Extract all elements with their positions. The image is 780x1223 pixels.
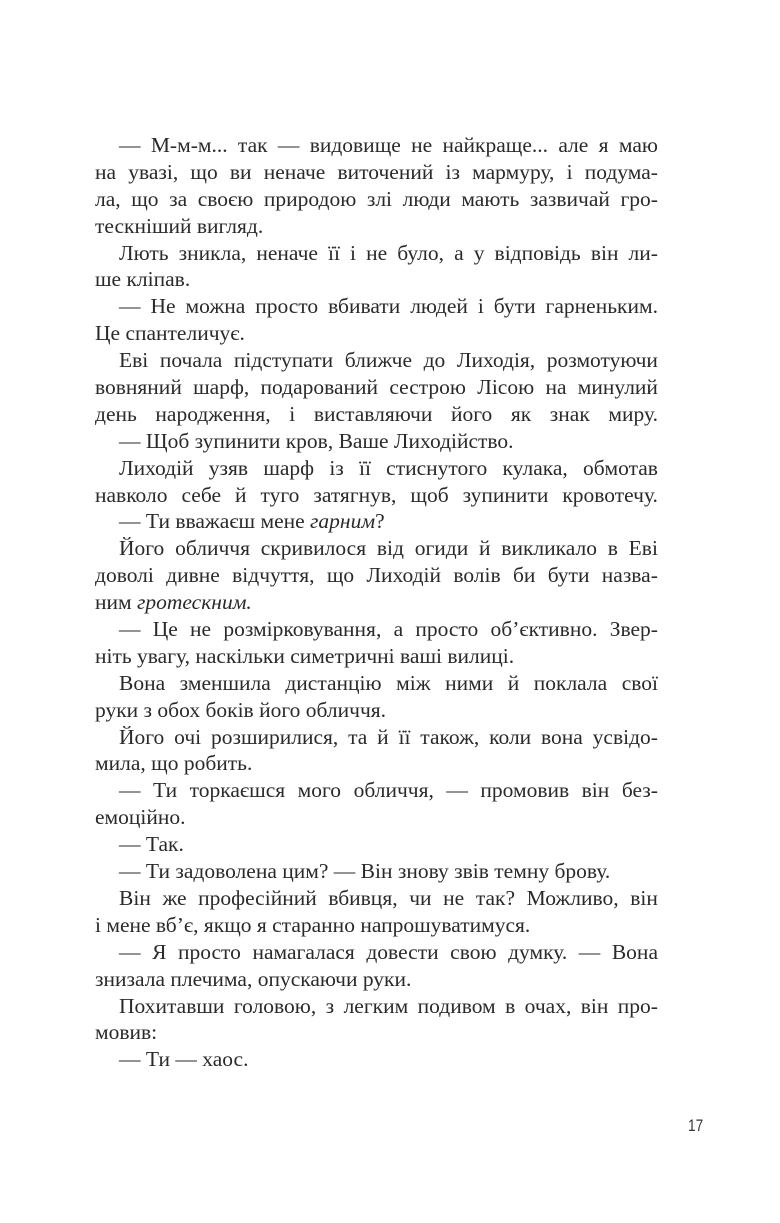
word: скривилося (260, 536, 367, 561)
word: не (443, 885, 465, 910)
word: Можливо, (526, 885, 619, 910)
word: просто (415, 617, 479, 642)
word: не (366, 240, 388, 265)
text-line (95, 562, 658, 589)
word: очі (174, 724, 202, 749)
word: розширилися, (210, 724, 339, 749)
word: я (598, 133, 609, 157)
word: Не (150, 294, 176, 319)
word: своєю (197, 186, 254, 211)
word: вовняний (95, 375, 182, 400)
text-line (95, 535, 658, 562)
word: й (234, 482, 247, 507)
word: із (445, 159, 460, 184)
word: свої (621, 670, 658, 695)
word: торкаєшся (189, 778, 286, 803)
italic-text: гарним (310, 509, 376, 534)
word: ближче (344, 348, 413, 373)
word: на (545, 375, 567, 400)
word: в (505, 993, 516, 1018)
word: поклала (533, 670, 608, 695)
word: Вона (611, 939, 658, 964)
word: без- (621, 778, 658, 803)
line-text: — Щоб зупинити кров, Ваше Лиходійство. (119, 428, 514, 453)
word: відповідь (494, 240, 581, 265)
line-text: Це спантеличує. (95, 321, 245, 346)
word: знак (549, 401, 590, 426)
word: як (510, 401, 532, 426)
text-line (95, 186, 658, 213)
text-line (95, 616, 658, 643)
word: думку. (508, 939, 568, 964)
word: легким (343, 993, 409, 1018)
text-line (95, 993, 658, 1020)
word: назва- (601, 563, 658, 588)
word: — (119, 778, 141, 803)
word: обличчя, (353, 778, 434, 803)
word: просто (177, 939, 241, 964)
text-line (95, 240, 658, 267)
word: та (348, 724, 368, 749)
word: же (162, 885, 187, 910)
word: — (119, 617, 141, 642)
line-text: емоційно. (95, 805, 186, 830)
word: Лиходій (366, 563, 442, 588)
word: зменшила (179, 670, 271, 695)
word: зникла, (178, 240, 247, 265)
word: народження, (155, 401, 271, 426)
text-line (95, 589, 658, 616)
word: чи (409, 885, 432, 910)
word: Лють (119, 240, 169, 265)
word: й (507, 670, 520, 695)
text-line (95, 320, 658, 347)
word: а (454, 240, 464, 265)
word: зупинити (462, 482, 549, 507)
word: увазі, (128, 159, 179, 184)
word: гро- (620, 186, 658, 211)
word: й (377, 724, 389, 749)
word: розмірковування, (223, 617, 382, 642)
text-line (95, 777, 658, 804)
line-text: ним (95, 590, 137, 615)
word: — (119, 939, 141, 964)
word: так (237, 133, 268, 157)
word: зазвичай (529, 186, 610, 211)
text-line (95, 697, 658, 724)
word: неначе (263, 159, 326, 184)
word: би (512, 563, 536, 588)
word: було, (397, 240, 445, 265)
word: намагалася (252, 939, 355, 964)
text-line (95, 858, 658, 885)
word: обличчя (175, 536, 250, 561)
word: але (558, 133, 589, 157)
word: в (607, 536, 618, 561)
word: відчуття, (232, 563, 315, 588)
word: її (359, 455, 371, 480)
word: шарф, (193, 375, 250, 400)
word: до (423, 348, 446, 373)
word: подивом (417, 993, 496, 1018)
text-line (95, 939, 658, 966)
word: свою (450, 939, 497, 964)
text-line (95, 132, 658, 159)
line-text: мовив: (95, 1020, 158, 1045)
word: Похитавши (119, 993, 225, 1018)
word: бути (547, 563, 590, 588)
word: про- (617, 993, 658, 1018)
word: що (190, 159, 218, 184)
word: Ти (153, 778, 178, 803)
word: ви (229, 159, 252, 184)
text-line (95, 266, 658, 293)
word: огиди (414, 536, 469, 561)
word: маю (618, 133, 658, 157)
word: об’єктивно. (490, 617, 598, 642)
word: гарненьким. (545, 294, 658, 319)
line-text: ніть увагу, наскільки симетричні ваші вилиці. (95, 643, 515, 668)
text-line (95, 966, 658, 993)
word: не (190, 617, 212, 642)
word: довести (366, 939, 439, 964)
word: від (376, 536, 404, 561)
text-line (95, 1019, 658, 1046)
line-text: мила, що робить. (95, 751, 253, 776)
word: і (477, 294, 484, 319)
word: на (95, 159, 117, 184)
line-text: і мене вб’є, якщо я старанно напрошуватимуся. (95, 912, 531, 937)
word: минулий (577, 375, 658, 400)
word: Еві (628, 536, 658, 561)
word: він (630, 885, 658, 910)
word: не (411, 133, 433, 157)
text-line (95, 347, 658, 374)
line-text: знизала плечима, опускаючи руки. (95, 966, 412, 991)
word: — (119, 294, 141, 319)
text-line (95, 159, 658, 186)
word: мармуру, (472, 159, 555, 184)
word: люди (402, 186, 451, 211)
word: і (566, 159, 573, 184)
word: — (277, 133, 300, 157)
line-text: руки з обох боків його обличчя. (95, 697, 387, 722)
word: Лісою (477, 375, 535, 400)
word: виставляючи (313, 401, 433, 426)
text-line (95, 508, 658, 535)
word: а (393, 617, 404, 642)
word: бути (493, 294, 536, 319)
word: промовив (480, 778, 570, 803)
word: природою (263, 186, 357, 211)
text-line (95, 804, 658, 831)
line-text: — Ти задоволена цим? — Він знову звів темну брову. (119, 859, 611, 884)
word: мають (461, 186, 520, 211)
word: затягнув, (313, 482, 397, 507)
word: людей (410, 294, 468, 319)
word: Лиходій (119, 455, 194, 480)
word: М-м-м... (150, 133, 228, 157)
word: ли- (628, 240, 658, 265)
word: подарований (260, 375, 379, 400)
word: підступати (233, 348, 334, 373)
word: Його (119, 536, 165, 561)
word: волів (453, 563, 501, 588)
word: він (590, 240, 619, 265)
word: Еві (119, 348, 149, 373)
word: головою, (233, 993, 317, 1018)
text-line (95, 428, 658, 455)
word: й (479, 536, 491, 561)
word: сестрою (389, 375, 466, 400)
word: усвідо- (592, 724, 658, 749)
text-line (95, 401, 658, 428)
text-line (95, 724, 658, 751)
text-line (95, 912, 658, 939)
italic-text: гротескним. (137, 590, 252, 615)
line-text: тескніший вигляд. (95, 213, 264, 238)
word: дивне (166, 563, 220, 588)
word: Він (119, 885, 151, 910)
text-line (95, 885, 658, 912)
text-line (95, 831, 658, 858)
word: подума- (584, 159, 658, 184)
word: розмотуючи (546, 348, 658, 373)
line-text: — Так. (119, 832, 184, 857)
word: шарф (263, 455, 315, 480)
word: кулака, (502, 455, 568, 480)
word: із (329, 455, 344, 480)
word: що (131, 186, 159, 211)
word: викликало (501, 536, 597, 561)
text-line (95, 374, 658, 401)
word: Вона (119, 670, 166, 695)
word: з (325, 993, 335, 1018)
word: виточений (337, 159, 434, 184)
line-text: — Ти — хаос. (119, 1047, 249, 1072)
word: Це (152, 617, 178, 642)
word: вбивати (328, 294, 401, 319)
word: туго (260, 482, 300, 507)
line-text-after: ? (375, 509, 385, 534)
word: що (326, 563, 355, 588)
book-page-text (95, 132, 658, 1073)
word: також, (420, 724, 480, 749)
word: він (581, 778, 610, 803)
word: просто (255, 294, 319, 319)
word: день (95, 401, 137, 426)
word: він (580, 993, 609, 1018)
text-line (95, 1046, 658, 1073)
word: Його (119, 724, 165, 749)
word: коли (489, 724, 532, 749)
text-line (95, 213, 658, 240)
word: вона (541, 724, 583, 749)
word: у (473, 240, 485, 265)
word: ними (445, 670, 494, 695)
word: її (328, 240, 340, 265)
word: себе (181, 482, 222, 507)
text-line (95, 750, 658, 777)
text-line (95, 670, 658, 697)
word: і (350, 240, 357, 265)
word: можна (185, 294, 246, 319)
word: почала (159, 348, 223, 373)
word: неначе (256, 240, 318, 265)
word: мого (297, 778, 342, 803)
word: стиснутого (386, 455, 488, 480)
word: кровотечу. (562, 482, 658, 507)
page-number: 17 (688, 1116, 704, 1135)
word: Звер- (609, 617, 658, 642)
text-line (95, 643, 658, 670)
word: — (119, 133, 141, 157)
word: миру. (608, 401, 658, 426)
word: між (396, 670, 431, 695)
word: очах, (524, 993, 572, 1018)
word: — (446, 778, 468, 803)
text-line (95, 293, 658, 320)
word: обмотав (583, 455, 658, 480)
word: найкраще... (442, 133, 549, 157)
word: — (578, 939, 601, 964)
word: так? (475, 885, 516, 910)
word: узяв (208, 455, 249, 480)
word: видовище (309, 133, 401, 157)
word: і (289, 401, 296, 426)
word: щоб (410, 482, 449, 507)
text-line (95, 482, 658, 509)
word: її (398, 724, 411, 749)
word: вбивця, (328, 885, 398, 910)
word: за (169, 186, 188, 211)
word: доволі (95, 563, 154, 588)
word: його (450, 401, 493, 426)
text-line (95, 455, 658, 482)
line-text: — Ти вважаєш мене (119, 509, 311, 534)
word: навколо (95, 482, 168, 507)
word: дистанцію (285, 670, 382, 695)
line-text: ше кліпав. (95, 267, 191, 292)
word: професійний (198, 885, 317, 910)
word: злі (366, 186, 393, 211)
word: Я (152, 939, 167, 964)
word: Лиходія, (456, 348, 536, 373)
word: ла, (95, 186, 121, 211)
